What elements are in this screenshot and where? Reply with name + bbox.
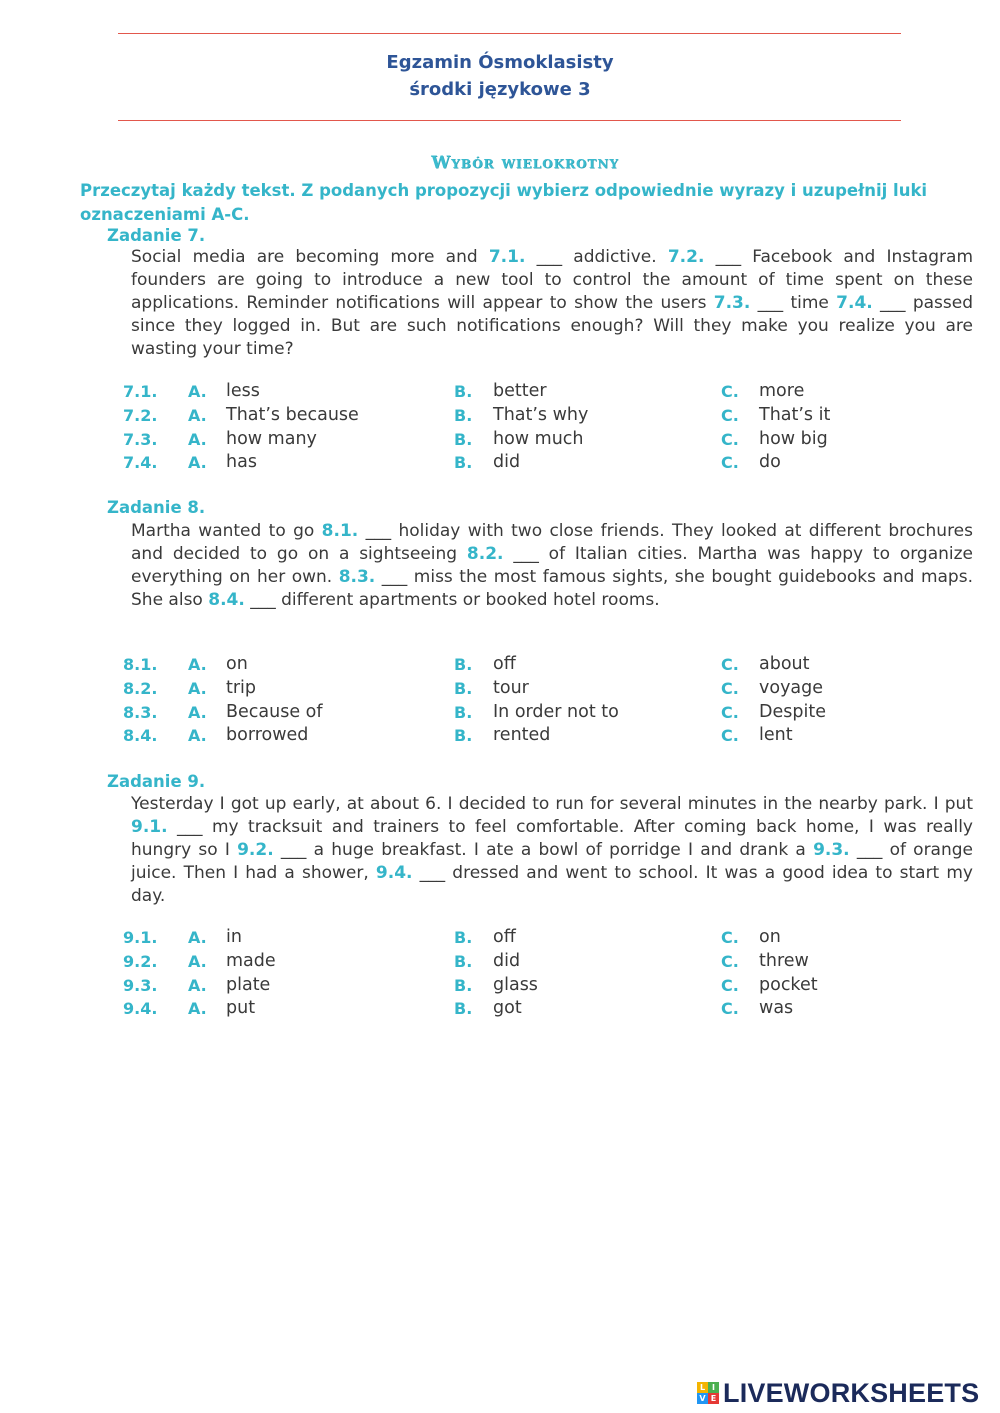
liveworksheets-logo	[697, 1378, 979, 1408]
logo-square-blue: V	[697, 1393, 708, 1404]
option-a-text[interactable]: made	[226, 950, 276, 971]
option-letter-a: A.	[188, 453, 207, 473]
gap-number-label: 7.4.	[123, 453, 158, 473]
option-letter-a: A.	[188, 655, 207, 674]
gap-number-label: 8.2.	[123, 678, 158, 698]
option-c-text[interactable]: do	[759, 452, 781, 473]
option-b-text[interactable]: rented	[493, 725, 551, 746]
gap-number-label: 9.3.	[123, 975, 158, 995]
task-text: Martha wanted to go 8.1. ___ holiday with two close friends. They looked at different brochures and decided to go on a sightseeing 8.2. ___ of Italian cities. Martha was happy to organize everything on her own. 8.3. ___ miss the most famous sights, she bought guidebooks and maps. She also 8.4. ___ different apartments or booked hotel rooms.	[131, 521, 974, 610]
option-b-text[interactable]: off	[493, 654, 516, 674]
gap-number-label: 8.3.	[123, 702, 158, 722]
option-letter-c: C.	[721, 382, 739, 401]
option-a-text[interactable]: in	[226, 927, 242, 947]
option-letter-b: B.	[454, 382, 473, 401]
gap-number-label: 9.4.	[123, 999, 158, 1019]
option-letter-b: B.	[454, 405, 473, 425]
header-bottom-rule	[118, 120, 901, 121]
option-b-text[interactable]: better	[493, 381, 547, 401]
option-row	[123, 997, 983, 1021]
logo-square-green: I	[708, 1382, 719, 1393]
option-c-text[interactable]: how big	[759, 428, 828, 449]
option-letter-a: A.	[188, 678, 207, 698]
task-text: Yesterday I got up early, at about 6. I decided to run for several minutes in the nearby park. I put 9.1. ___ my tracksuit and trainers to feel comfortable. After coming back home, I was really hungry so I 9.2. ___ a huge breakfast. I ate a bowl of porridge I and drank a 9.3. ___ of orange juice. Then I had a shower, 9.4. ___ dressed and went to school. It was a good idea to start my day.	[131, 794, 973, 906]
gap-number-label: 8.1.	[123, 655, 158, 674]
option-letter-c: C.	[721, 655, 739, 674]
option-letter-a: A.	[188, 702, 207, 722]
option-row	[123, 926, 983, 950]
option-b-text[interactable]: In order not to	[493, 701, 619, 722]
option-b-text[interactable]: off	[493, 927, 516, 947]
option-letter-c: C.	[721, 429, 739, 449]
gap-number-label: 9.1.	[123, 928, 158, 947]
option-letter-c: C.	[721, 999, 739, 1019]
gap-number-label: 9.2.	[123, 951, 158, 971]
gap-number: 9.1.	[131, 817, 168, 837]
option-row	[123, 724, 983, 748]
gap-number: 8.2.	[466, 544, 504, 564]
option-letter-a: A.	[188, 928, 207, 947]
option-letter-a: A.	[188, 429, 207, 449]
option-letter-a: A.	[188, 405, 207, 425]
gap-number: 7.1.	[488, 247, 526, 267]
option-letter-c: C.	[721, 928, 739, 947]
option-row	[123, 428, 983, 452]
option-b-text[interactable]: did	[493, 452, 521, 473]
option-letter-b: B.	[454, 702, 473, 722]
option-letter-c: C.	[721, 951, 739, 971]
option-letter-b: B.	[454, 999, 473, 1019]
option-a-text[interactable]: borrowed	[226, 725, 309, 746]
option-b-text[interactable]: did	[493, 950, 521, 971]
option-row	[123, 950, 983, 974]
option-letter-a: A.	[188, 382, 207, 401]
page-title: Egzamin Ósmoklasisty	[386, 52, 614, 73]
option-letter-b: B.	[454, 655, 473, 674]
option-a-text[interactable]: trip	[226, 677, 257, 698]
option-row	[123, 974, 983, 998]
option-a-text[interactable]: put	[226, 998, 256, 1019]
option-b-text[interactable]: tour	[493, 677, 529, 698]
option-letter-a: A.	[188, 726, 207, 746]
gap-number-label: 7.1.	[123, 382, 158, 401]
option-row	[123, 653, 983, 677]
gap-number: 8.3.	[338, 567, 376, 587]
option-c-text[interactable]: Despite	[759, 701, 826, 722]
gap-number-label: 8.4.	[123, 726, 158, 746]
option-letter-c: C.	[721, 453, 739, 473]
option-letter-b: B.	[454, 429, 473, 449]
option-c-text[interactable]: pocket	[759, 974, 818, 995]
section-heading: Wybór wielokrotny	[431, 153, 619, 173]
option-letter-c: C.	[721, 678, 739, 698]
gap-number: 9.3.	[813, 840, 850, 860]
option-c-text[interactable]: on	[759, 927, 781, 947]
page-subtitle: środki językowe 3	[409, 79, 591, 100]
logo-square-yellow: L	[697, 1382, 708, 1393]
option-c-text[interactable]: more	[759, 381, 805, 401]
option-b-text[interactable]: That’s why	[493, 404, 589, 425]
option-letter-a: A.	[188, 999, 207, 1019]
option-letter-b: B.	[454, 726, 473, 746]
gap-number: 9.2.	[237, 840, 274, 860]
task-text: Social media are becoming more and 7.1. ___ addictive. 7.2. ___ Facebook and Instagram founders are going to introduce a new tool to control the amount of time spent on these applications. Reminder notifications will appear to show the users 7.3. ___ time 7.4. ___ passed since they logged in. But are such notifications enough? Will they make you realize you are wasting your time?	[131, 247, 974, 359]
option-letter-a: A.	[188, 975, 207, 995]
task-title: Zadanie 7.	[107, 226, 206, 245]
logo-icon	[697, 1382, 719, 1404]
gap-number: 7.3.	[713, 293, 751, 313]
option-letter-b: B.	[454, 928, 473, 947]
option-letter-b: B.	[454, 678, 473, 698]
option-letter-c: C.	[721, 702, 739, 722]
option-a-text[interactable]: less	[226, 381, 260, 401]
logo-square-red: E	[708, 1393, 719, 1404]
option-a-text[interactable]: on	[226, 654, 248, 674]
header-top-rule	[118, 33, 901, 34]
option-a-text[interactable]: how many	[226, 428, 317, 449]
option-letter-b: B.	[454, 975, 473, 995]
option-c-text[interactable]: voyage	[759, 677, 824, 698]
option-row	[123, 380, 983, 404]
task-title: Zadanie 8.	[107, 498, 206, 517]
logo-text: LIVEWORKSHEETS	[723, 1377, 980, 1408]
option-letter-c: C.	[721, 726, 739, 746]
option-c-text[interactable]: lent	[759, 725, 793, 746]
option-row	[123, 701, 983, 725]
option-c-text[interactable]: threw	[759, 950, 809, 971]
option-a-text[interactable]: Because of	[226, 701, 323, 722]
gap-number-label: 7.2.	[123, 405, 158, 425]
option-b-text[interactable]: glass	[493, 974, 538, 995]
gap-number-label: 7.3.	[123, 429, 158, 449]
option-a-text[interactable]: plate	[226, 974, 271, 995]
option-c-text[interactable]: That’s it	[759, 404, 831, 425]
option-a-text[interactable]: has	[226, 452, 257, 473]
instruction-text: Przeczytaj każdy tekst. Z podanych propozycji wybierz odpowiednie wyrazy i uzupełnij luki oznaczeniami A-C.	[80, 181, 928, 224]
option-c-text[interactable]: about	[759, 654, 810, 674]
option-letter-a: A.	[188, 951, 207, 971]
gap-number: 7.4.	[836, 293, 873, 313]
options-table	[123, 653, 983, 748]
task-title: Zadanie 9.	[107, 772, 206, 791]
gap-number: 8.1.	[321, 521, 359, 541]
options-table	[123, 380, 983, 475]
options-table	[123, 926, 983, 1021]
option-letter-c: C.	[721, 975, 739, 995]
option-b-text[interactable]: how much	[493, 428, 584, 449]
option-row	[123, 451, 983, 475]
option-letter-c: C.	[721, 405, 739, 425]
gap-number: 7.2.	[667, 247, 705, 267]
option-row	[123, 404, 983, 428]
option-a-text[interactable]: That’s because	[226, 404, 359, 425]
option-row	[123, 677, 983, 701]
gap-number: 9.4.	[375, 863, 413, 883]
option-letter-b: B.	[454, 951, 473, 971]
option-b-text[interactable]: got	[493, 998, 522, 1019]
gap-number: 8.4.	[208, 590, 245, 610]
option-c-text[interactable]: was	[759, 998, 794, 1019]
option-letter-b: B.	[454, 453, 473, 473]
